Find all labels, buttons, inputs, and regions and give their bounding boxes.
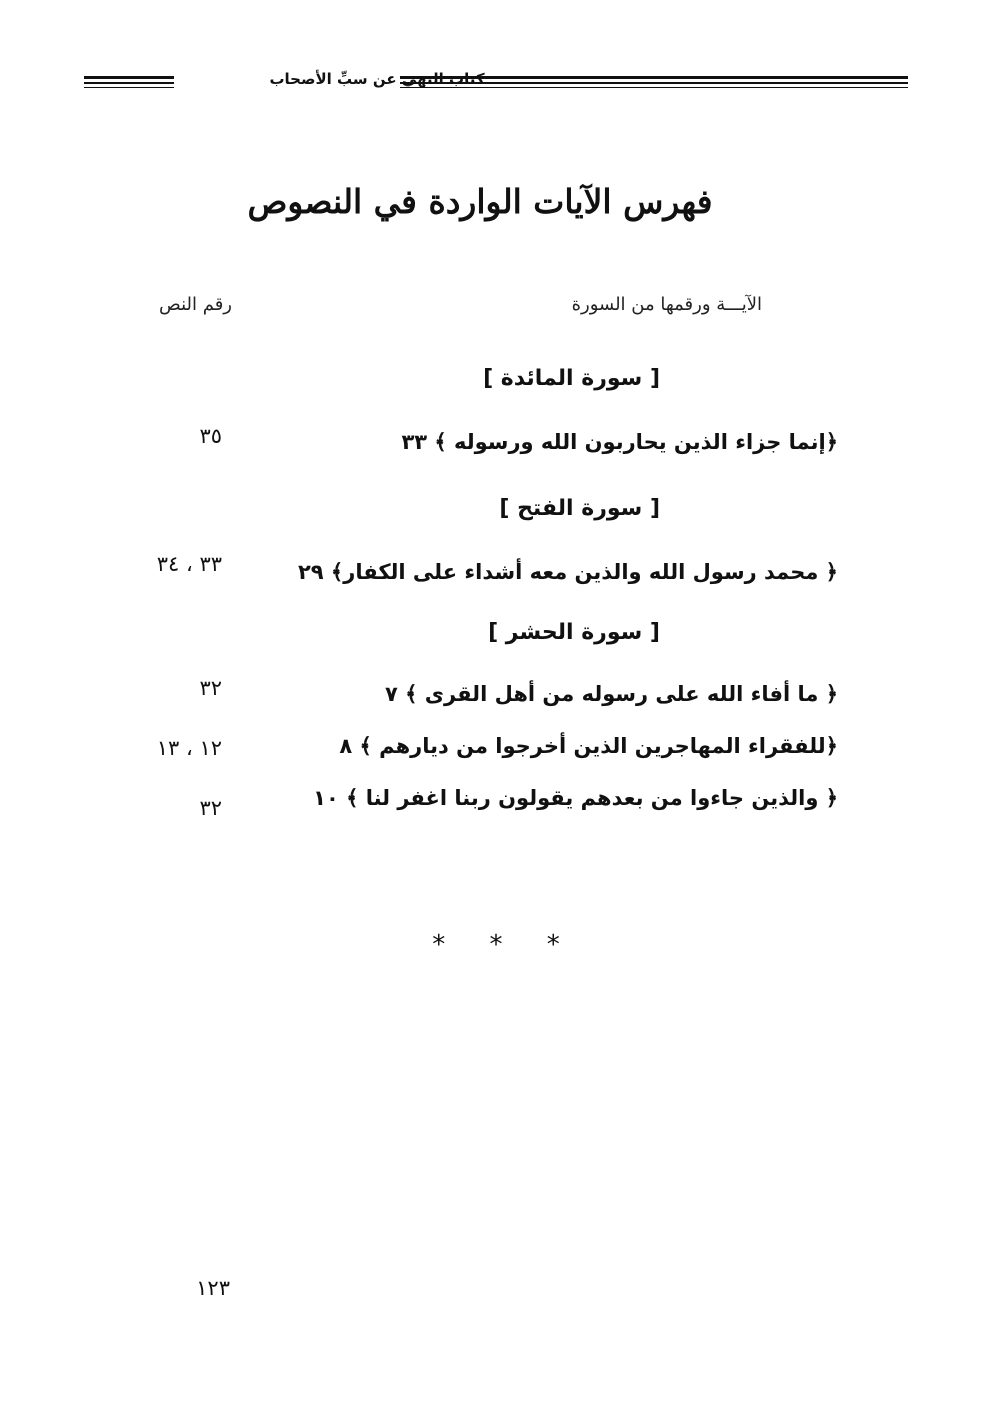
book-title: كتاب النهي عن سبِّ الأصحاب: [269, 70, 485, 88]
surah-heading-maida: [ سورة المائدة ]: [483, 366, 660, 391]
page-number: ١٢٣: [196, 1276, 230, 1300]
text-number: ٣٢: [199, 796, 222, 820]
running-header: [84, 70, 908, 94]
surah-heading-hashr: [ سورة الحشر ]: [488, 620, 660, 645]
surah-heading-fath: [ سورة الفتح ]: [499, 496, 660, 521]
column-header-verse: الآيـــة ورقمها من السورة: [571, 294, 762, 315]
verse-entry: ﴿ ما أفاء الله على رسوله من أهل القرى ﴾ ٧: [385, 682, 838, 706]
verse-entry: ﴿إنما جزاء الذين يحاربون الله ورسوله ﴾ ٣٣: [401, 430, 838, 454]
column-header-text-number: رقم النص: [159, 294, 232, 315]
section-separator: * * *: [432, 930, 578, 960]
text-number: ٣٢: [199, 676, 222, 700]
verse-entry: ﴿للفقراء المهاجرين الذين أخرجوا من ديارهم ﴾ ٨: [339, 734, 838, 758]
verse-entry: ﴿ والذين جاءوا من بعدهم يقولون ربنا اغفر لنا ﴾ ١٠: [313, 786, 838, 810]
verse-entry: ﴿ محمد رسول الله والذين معه أشداء على الكفار﴾ ٢٩: [297, 560, 838, 584]
text-number: ٣٣ ، ٣٤: [156, 552, 222, 576]
header-rule-left: [84, 76, 174, 88]
text-number: ١٢ ، ١٣: [156, 736, 222, 760]
index-title: فهرس الآيات الواردة في النصوص: [247, 182, 713, 221]
text-number: ٣٥: [199, 424, 222, 448]
